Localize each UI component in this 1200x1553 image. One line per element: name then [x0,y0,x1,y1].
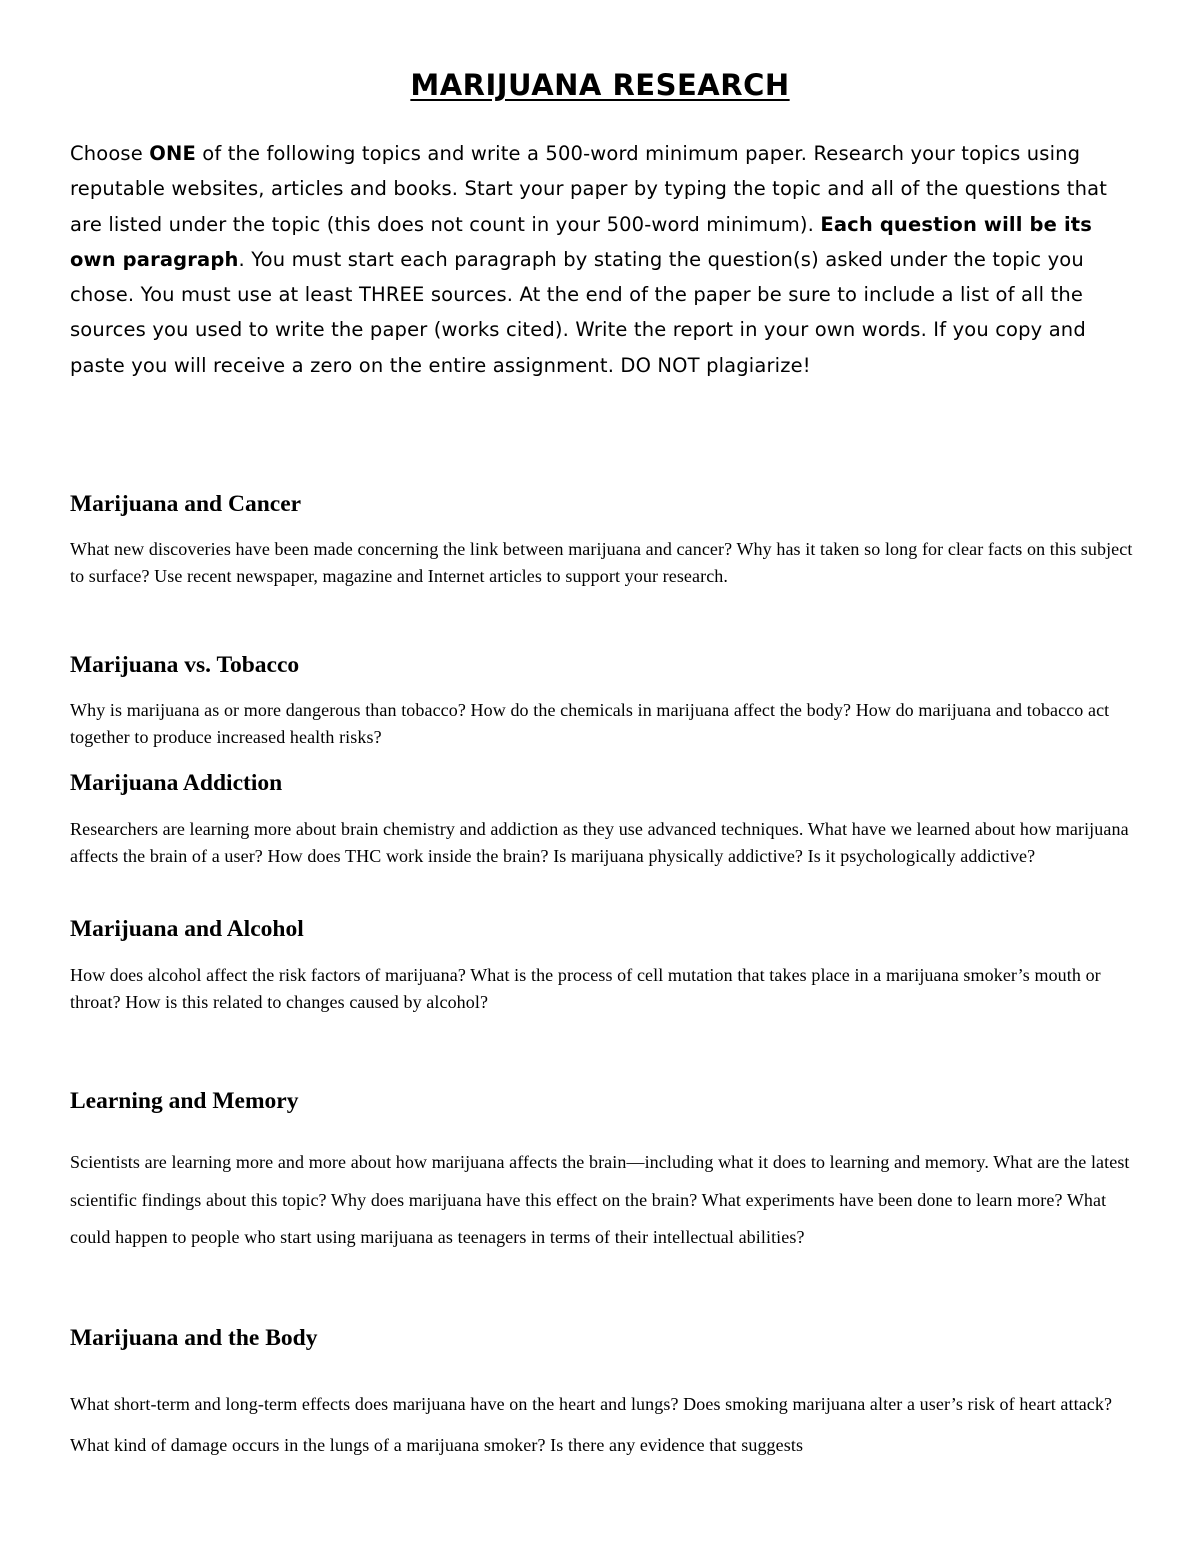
topic-text-cancer: What new discoveries have been made concerning the link between marijuana and cancer? Why has it taken so long for clear facts on this subject to surface? Use recent newspaper, magazine and Internet articles to support your research. [70,539,1133,586]
topic-text-learning-memory: Scientists are learning more and more about how marijuana affects the brain—including what it does to learning and memory. What are the latest scientific findings about this topic? Why does marijuana have this effect on the brain? What experiments have been done to learn more? What could happen to people who start using marijuana as teenagers in terms of their intellectual abilities? [70,1152,1130,1247]
instructions-paragraph [70,136,1140,383]
intro-text-3: . You must start each paragraph by stating the question(s) asked under the topic you chose. You must use at least THREE sources. At the end of the paper be sure to include a list of all the sources you used to write the paper (works cited). Write the report in your own words. If you copy and paste you will receive a zero on the entire assignment. DO NOT plagiarize! [70,247,1086,377]
topic-heading-body: Marijuana and the Body [70,1325,318,1351]
topic-heading-alcohol: Marijuana and Alcohol [70,916,304,942]
topic-heading-learning-memory: Learning and Memory [70,1088,299,1114]
topic-heading-cancer: Marijuana and Cancer [70,491,302,517]
topic-text-tobacco: Why is marijuana as or more dangerous than tobacco? How do the chemicals in marijuana affect the body? How do marijuana and tobacco act together to produce increased health risks? [70,700,1110,747]
topic-text-alcohol: How does alcohol affect the risk factors of marijuana? What is the process of cell mutation that takes place in a marijuana smoker’s mouth or throat? How is this related to changes caused by alcohol? [70,965,1101,1012]
intro-text-2: of the following topics and write a 500-word minimum paper. Research your topics using reputable websites, articles and books. Start your paper by typing the topic and all of the questions that are listed under the topic (this does not count in your 500-word minimum). [70,142,1107,236]
topic-text-addiction: Researchers are learning more about brain chemistry and addiction as they use advanced techniques. What have we learned about how marijuana affects the brain of a user? How does THC work inside the brain? Is marijuana physically addictive? Is it psychologically addictive? [70,819,1129,866]
topic-text-body: What short-term and long-term effects does marijuana have on the heart and lungs? Does smoking marijuana alter a user’s risk of heart attack? What kind of damage occurs in the lungs of a marijuana smoker? Is there any evidence that suggests [70,1394,1113,1455]
topic-heading-tobacco: Marijuana vs. Tobacco [70,652,300,678]
document-title: MARIJUANA RESEARCH [410,68,790,102]
topic-heading-addiction: Marijuana Addiction [70,770,283,796]
intro-bold-paragraph-rule: Each question will be its own paragraph [70,212,1093,271]
intro-text-1: Choose [70,142,150,165]
intro-bold-one: ONE [149,142,196,165]
